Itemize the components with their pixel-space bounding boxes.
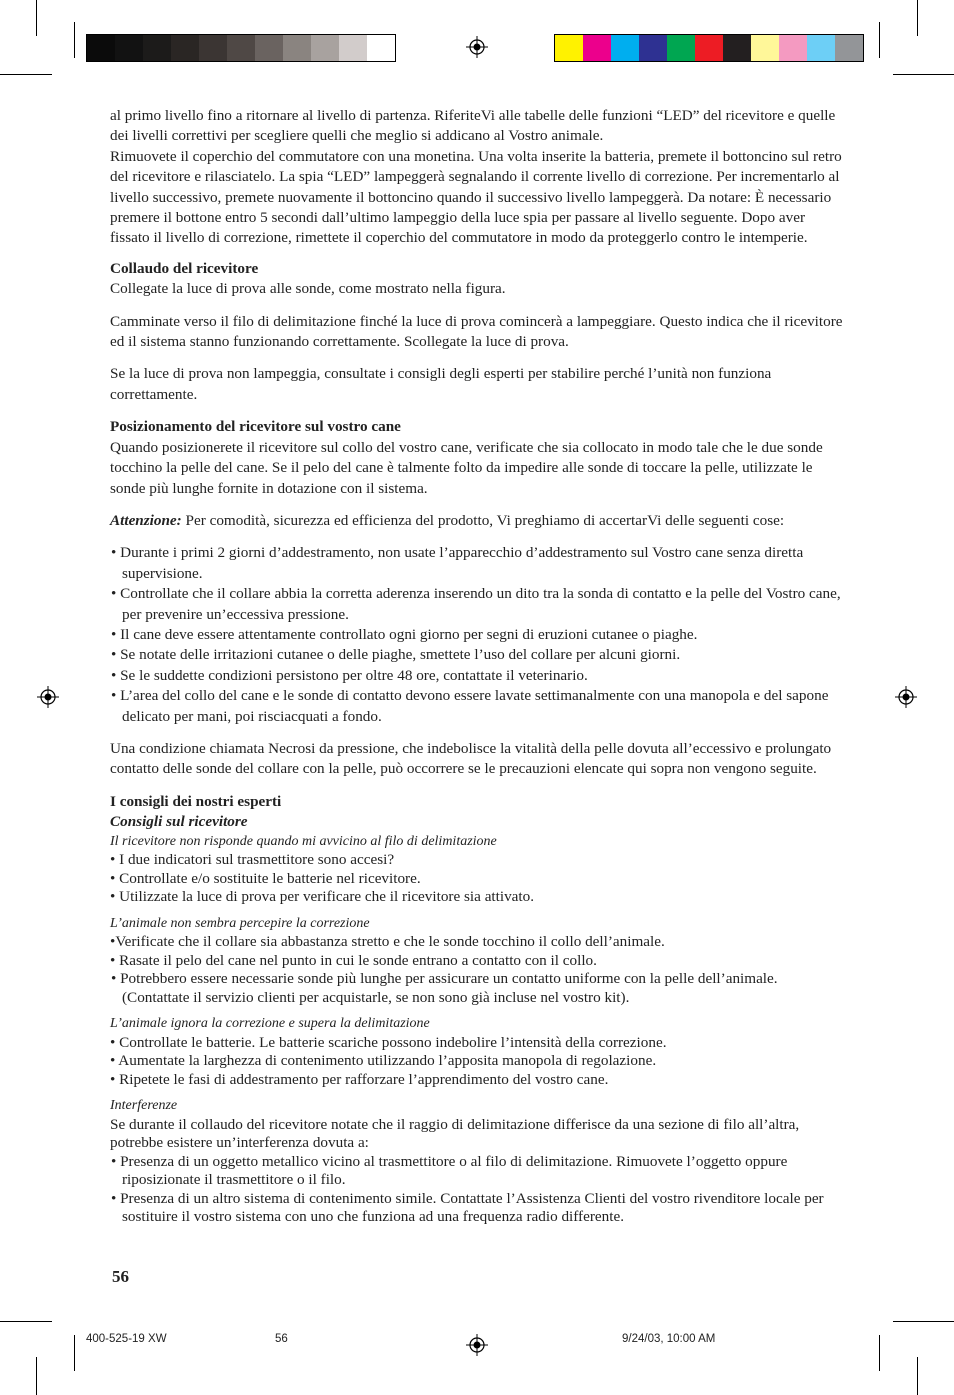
crop-mark — [917, 1357, 918, 1395]
list-item: • Presenza di un oggetto metallico vicino al trasmettitore o al filo di delimitazione. Rimuovete l’oggetto oppure riposizionate il trasmettitore o il filo. — [111, 1152, 788, 1189]
paragraph: Collegate la luce di prova alle sonde, come mostrato nella figura. — [110, 280, 506, 298]
calibration-swatch — [367, 35, 395, 61]
paragraph: Una condizione chiamata Necrosi da pressione, che indebolisce la vitalità della pelle dovuta all’eccessivo e prolungato contatto delle sonde del collare con la pelle, può occorrere se le precauzioni elencate qui sopra non vengono seguite. — [110, 739, 832, 778]
calibration-swatch — [171, 35, 199, 61]
paragraph: Se la luce di prova non lampeggia, consultate i consigli degli esperti per stabilire perché l’unità non funziona correttamente. — [110, 365, 772, 403]
calibration-swatch — [311, 35, 339, 61]
list-item: • Se le suddette condizioni persistono per oltre 48 ore, contattate il veterinario. — [111, 666, 588, 684]
calibration-swatch — [695, 35, 723, 61]
color-calibration-bar — [554, 34, 864, 62]
crop-mark — [74, 1335, 75, 1371]
paragraph: Camminate verso il filo di delimitazione finché la luce di prova comincerà a lampeggiare. Questo indica che il ricevitore ed il sistema stanno funzionando correttamente. Scollegate la luce di prova. — [110, 312, 843, 351]
calibration-swatch — [115, 35, 143, 61]
intro-paragraph: al primo livello fino a ritornare al livello di partenza. RiferiteVi alle tabelle delle funzioni “LED” del ricevitore e quelle dei livelli correttivi per scegliere quelli che meglio si addicano al Vostro animale. — [110, 107, 836, 145]
list-item: •Verificate che il collare sia abbastanza stretto e che le sonde tocchino il collo dell’animale. — [110, 933, 665, 951]
calibration-swatch — [611, 35, 639, 61]
registration-mark-icon — [466, 1334, 488, 1356]
list-item: • Rasate il pelo del cane nel punto in cui le sonde entrano a contatto con il collo. — [110, 951, 597, 969]
calibration-swatch — [751, 35, 779, 61]
grayscale-calibration-bar — [86, 34, 396, 62]
calibration-swatch — [639, 35, 667, 61]
calibration-swatch — [339, 35, 367, 61]
slug-page: 56 — [275, 1333, 288, 1345]
list-item: • Controllate le batterie. Le batterie scariche possono indebolire l’intensità della correzione. — [110, 1033, 667, 1051]
list-item: • I due indicatori sul trasmettitore sono accesi? — [110, 851, 395, 869]
tip-title: Interferenze — [110, 1098, 178, 1114]
tip-group — [110, 1015, 845, 1089]
list-item: • Durante i primi 2 giorni d’addestramento, non usate l’apparecchio d’addestramento sul Vostro cane senza diretta supervisione. — [111, 544, 804, 582]
intro-paragraph: Rimuovete il coperchio del commutatore con una monetina. Una volta inserite la batteria, premete il bottoncino sul retro del ricevitore e rilasciatelo. La spia “LED” lampeggerà segnalando il corrente livello di correzione. Per incrementarlo al livello successivo, premete nuovamente il bottoncino quando il successivo livello lampeggerà. Da notare: È necessario premere il bottone entro 5 secondi dall’ultimo lampeggio della luce spia per passare al livello seguente. Dopo aver fissato il livello di correzione, rimettete il coperchio del commutatore in modo da proteggerlo contro le intemperie. — [110, 147, 842, 247]
paragraph: Se durante il collaudo del ricevitore notate che il raggio di delimitazione differisce da una sezione di filo all’altra, potrebbe esistere un’interferenza dovuta a: — [110, 1115, 800, 1152]
list-item: • Il cane deve essere attentamente controllato ogni giorno per segni di eruzioni cutanee o piaghe. — [111, 625, 698, 643]
list-item: • L’area del collo del cane e le sonde di contatto devono essere lavate settimanalmente con una manopola e del sapone delicato per mani, poi risciacquati a fondo. — [111, 687, 829, 725]
list-item: • Presenza di un altro sistema di contenimento simile. Contattate l’Assistenza Clienti del vostro rivenditore locale per sostituire il vostro sistema con uno che funziona ad una frequenza radio differente. — [111, 1189, 824, 1226]
warning-list — [110, 543, 845, 727]
list-item: • Controllate e/o sostituite le batterie nel ricevitore. — [110, 869, 421, 887]
section-heading: Collaudo del ricevitore — [110, 259, 259, 277]
crop-mark — [893, 74, 954, 75]
calibration-swatch — [807, 35, 835, 61]
crop-mark — [893, 1321, 954, 1322]
registration-mark-icon — [895, 686, 917, 708]
calibration-swatch — [583, 35, 611, 61]
list-item: • Utilizzate la luce di prova per verificare che il ricevitore sia attivato. — [110, 888, 535, 906]
tip-title: L’animale ignora la correzione e supera la delimitazione — [110, 1016, 430, 1032]
calibration-swatch — [255, 35, 283, 61]
calibration-swatch — [199, 35, 227, 61]
crop-mark — [36, 1357, 37, 1395]
calibration-swatch — [87, 35, 115, 61]
crop-mark — [74, 22, 75, 58]
calibration-swatch — [227, 35, 255, 61]
crop-mark — [879, 22, 880, 58]
crop-mark — [36, 0, 37, 36]
registration-mark-icon — [37, 686, 59, 708]
slug-job: 400-525-19 XW — [86, 1333, 167, 1345]
calibration-swatch — [143, 35, 171, 61]
tip-group — [110, 1097, 845, 1227]
list-item: • Controllate che il collare abbia la corretta aderenza inserendo un dito tra la sonda di contatto e la pelle del Vostro cane, per prevenire un’eccessiva pressione. — [111, 585, 841, 623]
warning-text: Per comodità, sicurezza ed efficienza del prodotto, Vi preghiamo di accertarVi delle seguenti cose: — [181, 511, 785, 529]
slug-date: 9/24/03, 10:00 AM — [622, 1333, 716, 1345]
tip-title: Il ricevitore non risponde quando mi avvicino al filo di delimitazione — [110, 833, 497, 849]
paragraph: Quando posizionerete il ricevitore sul collo del vostro cane, verificate che sia collocato in modo tale che le due sonde tocchino la pelle del cane. Se il pelo del cane è talmente folto da impedire alle sonde di toccare la pelle, utilizzate le sonde più lunghe fornite in dotazione con il sistema. — [110, 438, 823, 497]
tip-group — [110, 915, 845, 1008]
tip-group — [110, 833, 845, 907]
calibration-swatch — [283, 35, 311, 61]
list-item: • Ripetete le fasi di addestramento per rafforzare l’apprendimento del vostro cane. — [110, 1070, 609, 1088]
crop-mark — [879, 1335, 880, 1371]
crop-mark — [917, 0, 918, 36]
crop-mark — [0, 74, 52, 75]
calibration-swatch — [835, 35, 863, 61]
calibration-swatch — [779, 35, 807, 61]
calibration-swatch — [555, 35, 583, 61]
section-heading: Posizionamento del ricevitore sul vostro cane — [110, 418, 401, 436]
list-item: • Potrebbero essere necessarie sonde più lunghe per assicurare un contatto uniforme con la pelle dell’animale. (Contattate il servizio clienti per acquistarle, se non sono già incluse nel vostro kit). — [111, 970, 778, 1006]
subsection-heading: Consigli sul ricevitore — [110, 813, 248, 831]
page-body — [110, 106, 845, 1227]
page-number: 56 — [112, 1267, 129, 1286]
list-item: • Aumentate la larghezza di contenimento utilizzando l’apposita manopola di regolazione. — [110, 1052, 657, 1070]
crop-mark — [0, 1321, 52, 1322]
registration-mark-icon — [466, 36, 488, 58]
list-item: • Se notate delle irritazioni cutanee o delle piaghe, smettete l’uso del collare per alcuni giorni. — [111, 646, 681, 664]
calibration-swatch — [667, 35, 695, 61]
warning-paragraph — [110, 511, 845, 531]
tip-title: L’animale non sembra percepire la correzione — [110, 915, 370, 931]
section-heading: I consigli dei nostri esperti — [110, 792, 282, 810]
warning-label: Attenzione: — [110, 511, 182, 529]
calibration-swatch — [723, 35, 751, 61]
